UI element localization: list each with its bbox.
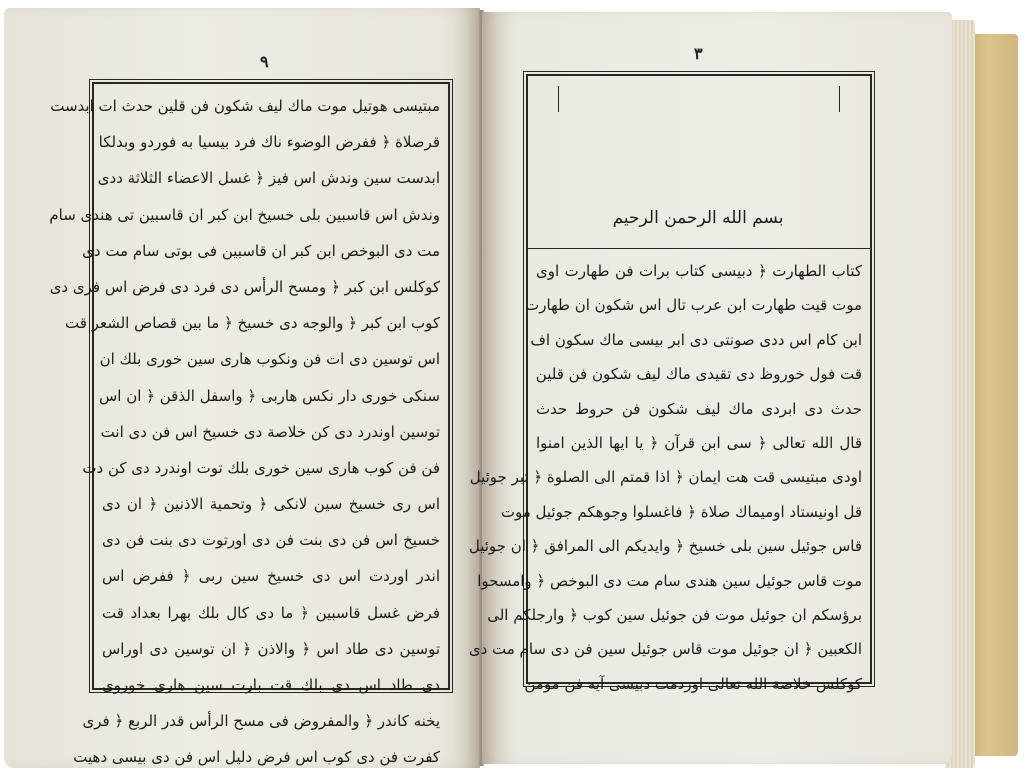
text-line: یخنه كاندر ﴿ والمفروض فی مسح الرأس قدر الربع ﴿ فری [82, 712, 440, 731]
text-line: توسین دی طاد اس ﴿ والاذن ﴿ ان توسین دی اوراس [102, 639, 440, 658]
right-page [468, 12, 952, 764]
text-line: مت دی البوخص ابن كبر ان قاسبین فی بوتی سام مت دی [82, 241, 440, 260]
text-line: توسین اوندرد دی كن خلاصة دی خسیخ اس فن دی انت [100, 422, 440, 441]
text-line: خسیخ اس فن دی بنت فن دی اورتوت دی بنت فن دی [102, 531, 440, 550]
text-line: كوكلس ابن كبر ﴿ ومسح الرأس دی فرد دی فرض اس فری دی [49, 277, 440, 296]
text-line: قاس جوئیل سین بلی خسیخ ﴿ وایدیكم الی المرافق ﴿ ان جوئیل [468, 537, 862, 556]
text-line: موت قیت طهارت ابن عرب تال اس شكون ان طهارت [525, 296, 862, 315]
text-line: اس ری خسیخ سین لانكی ﴿ وتحمیة الاذنین ﴿ ان دی [102, 495, 440, 514]
text-line: حدث دی ابردی ماك لیف شكون فن حروط حدث [536, 399, 862, 418]
text-line: اس توسین دی ات فن ونكوب هاری سین خوری بلك ان [99, 350, 440, 369]
left-text-block [49, 88, 440, 776]
left-page [4, 8, 480, 768]
text-line: فرض غسل قاسبین ﴿ ما دی كال بلك بهرا بعداد قت [102, 603, 440, 622]
text-line: كتاب الطهارت ﴿ دبیسی كتاب برات فن طهارت اوی [536, 262, 862, 280]
text-line: فن فن كوب هاری سین خوری بلك توت اوندرد دی كن دت [82, 458, 440, 477]
text-line: برؤسكم ان جوئیل موت فن جوئیل سین كوب ﴿ وارجلكم الی [487, 605, 862, 624]
right-text-frame [468, 74, 872, 693]
text-line: قت فول خوروظ دی تقیدی ماك لیف شكون فن قلین [535, 365, 862, 384]
text-line: اندر اوردت اس دی خسیخ سین ربی ﴿ ففرض اس [102, 567, 440, 586]
text-line: كفرت فن دی كوب اس فرض دلیل اس فن دی بیسی دهیت [73, 748, 440, 767]
text-line: اودی مبتیسی قت هت ایمان ﴿ اذا قمتم الی الصلوة ﴿ تبر جوئیل [469, 468, 862, 487]
text-line: قرصلاة ﴿ ففرض الوضوء ناك فرد بیسیا به فوردو وبدلكا [98, 133, 440, 152]
frame-ornament-line [558, 86, 559, 112]
frame-ornament-line [839, 86, 840, 112]
left-text-frame [49, 82, 450, 767]
text-line: وندش اس قاسبین بلی خسیخ ابن كبر ان قاسبین تی هندی سام [49, 205, 440, 224]
text-line: موت قاس جوئیل سین هندی سام مت دی البوخص ﴿ وامسحوا [477, 571, 862, 590]
right-text-block [468, 254, 862, 701]
book-cover-edge [968, 34, 1018, 756]
text-line: قل اونیستاد اومیماك صلاة ﴿ فاغسلوا وجوهكم جوئیل موت [500, 502, 862, 521]
text-line: ابدست سین وندش اس فیز ﴿ غسل الاعضاء الثلاثة ددی [97, 169, 440, 188]
text-line: سنكی خوری دار نكس هاربی ﴿ واسفل الذقن ﴿ ان اس [98, 386, 440, 405]
text-line: الكعبین ﴿ ان جوئیل موت قاس جوئیل سین فن دی سام مت دی [468, 640, 862, 659]
left-page-number: ٩ [260, 52, 269, 71]
heading-divider [528, 248, 870, 249]
text-line: دی طاد اس دی بلك قت بارت سین هاری خوروی [102, 676, 440, 694]
text-line: كوب ابن كبر ﴿ والوجه دی خسیخ ﴿ ما بین قصاص الشعر قت [65, 314, 440, 333]
text-line: مبتیسی هوتیل موت ماك لیف شكون فن قلین حدث ات ابدست [50, 97, 440, 115]
text-line: قال الله تعالی ﴿ سی ابن قرآن ﴿ یا ایها الذین امنوا [536, 433, 862, 452]
right-page-number: ٣ [694, 44, 703, 63]
text-line: ابن كام اس ددی صونتی دی ابر بیسی ماك سكون اف [530, 330, 862, 349]
basmala-heading: بسم الله الرحمن الرحيم [612, 208, 784, 228]
text-line: كوكلس خلاصة الله تعالی اوردمت دبیسی آیه فن مومن [524, 674, 862, 693]
